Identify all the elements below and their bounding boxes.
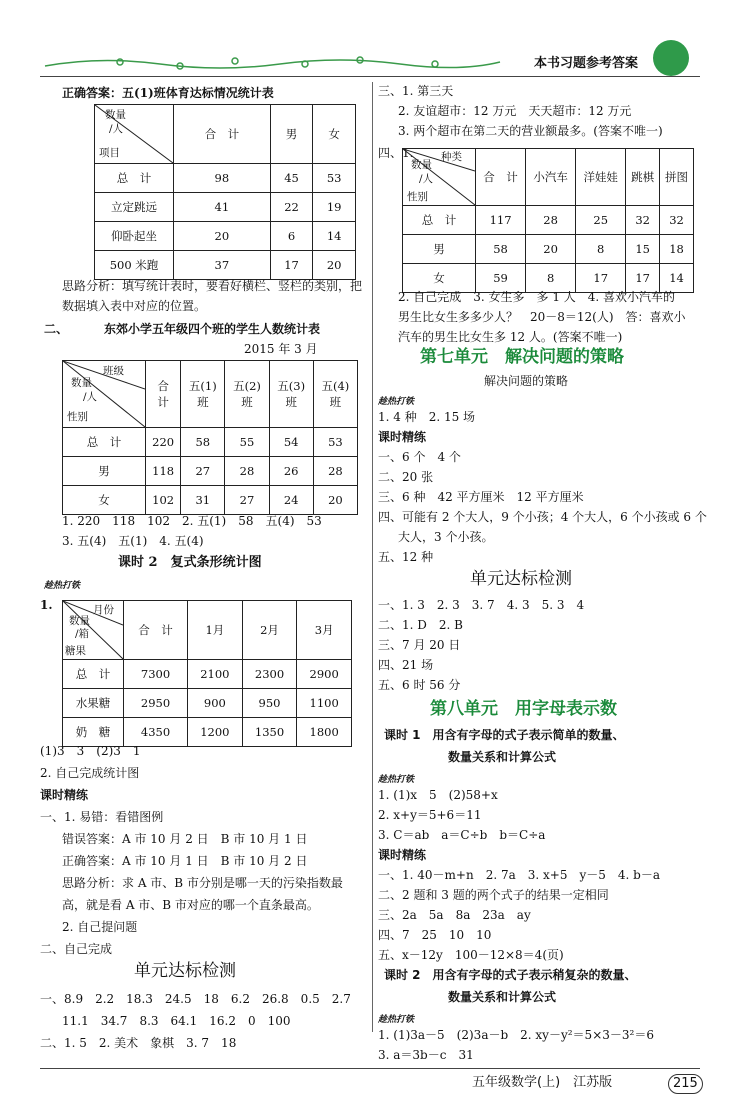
answer-line: 二、1. 5 2. 美术 象棋 3. 7 18 [40, 1036, 237, 1050]
diag-cell: 月份 数量 /箱 糖果 [63, 601, 124, 660]
practice-label: 课时精练 [40, 788, 89, 802]
section-number: 二、 [44, 322, 69, 336]
table-row: 女 102 31 27 24 20 [63, 486, 358, 515]
answer-line: 11.1 34.7 8.3 64.1 16.2 0 100 [62, 1014, 291, 1028]
answer-line: 一、8.9 2.2 18.3 24.5 18 6.2 26.8 0.5 2.7 [40, 992, 351, 1006]
unit8-heading: 第八单元 用字母表示数 [430, 699, 617, 719]
table-date: 2015 年 3 月 [244, 342, 318, 356]
correct-label: 正确答案： [62, 86, 123, 100]
answer-line: 二、自己完成 [40, 942, 113, 956]
col-header: 五(2) 班 [225, 361, 269, 428]
table-row: 总 计 98 45 53 [95, 164, 356, 193]
col-header: 合 计 [146, 361, 181, 428]
table-row: 总 计 117 28 25 32 32 [403, 206, 694, 235]
answer-line: 汽车的男生比女生多 12 人。(答案不唯一) [398, 330, 623, 344]
lesson-title: 数量关系和计算公式 [448, 750, 557, 764]
lesson-title: 数量关系和计算公式 [448, 990, 557, 1004]
table-row: 水果糖 2950 900 950 1100 [63, 689, 352, 718]
answer-line: 一、6 个 4 个 [378, 450, 461, 464]
answer-line: 高，就是看 A 市、B 市对应的哪一个直条最高。 [62, 898, 319, 912]
answer-line: 男生比女生多多少人？ 20－8＝12(人) 答：喜欢小 [398, 310, 686, 324]
answer-line: 1. 4 种 2. 15 场 [378, 410, 476, 424]
diag-cell: 数量 /人 项目 [95, 105, 174, 164]
header-rule [40, 76, 700, 77]
logo-icon [653, 40, 689, 76]
answer-line: 3. 五(4) 五(1) 4. 五(4) [62, 534, 204, 548]
warmup-label: 趁热打铁 [378, 397, 415, 407]
col-header: 小汽车 [526, 149, 576, 206]
answer-line: 二、20 张 [378, 470, 434, 484]
col-header: 合 计 [124, 601, 188, 660]
col-header: 跳棋 [626, 149, 660, 206]
answer-line: 三、1. 第三天 [378, 84, 454, 98]
answer-line: 三、6 种 42 平方厘米 12 平方厘米 [378, 490, 584, 504]
table-classes [62, 360, 358, 515]
answer-line: 一、1. 易错：看错图例 [40, 810, 164, 824]
table-row: 仰卧起坐 20 6 14 [95, 222, 356, 251]
answer-line: 五、12 种 [378, 550, 434, 564]
practice-label: 课时精练 [378, 848, 427, 862]
answer-line: 2. 友谊超市：12 万元 天天超市：12 万元 [398, 104, 632, 118]
diag-cell: 种类 数量 /人 性别 [403, 149, 476, 206]
answer-line: 2. 自己完成 3. 女生多 多 1 人 4. 喜欢小汽车的 [398, 290, 676, 304]
col-header: 五(1) 班 [181, 361, 225, 428]
answer-line: 错误答案：A 市 10 月 2 日 B 市 10 月 1 日 [62, 832, 308, 846]
answer-line: 三、2a 5a 8a 23a ay [378, 908, 531, 922]
answer-line: 2. 自己完成统计图 [40, 766, 140, 780]
answer-line: 三、7 月 20 日 [378, 638, 461, 652]
answer-line: 1. (1)3a－5 (2)3a－b 2. xy－y²＝5×3－3²＝6 [378, 1028, 654, 1042]
answer-line: 大人，3 个小孩。 [398, 530, 494, 544]
header-deco [40, 52, 505, 72]
col-header: 1月 [188, 601, 243, 660]
col-header: 合 计 [174, 105, 271, 164]
answer-line: 四、7 25 10 10 [378, 928, 492, 942]
unit-test-heading: 单元达标检测 [134, 961, 236, 981]
answer-line: 2. 自己提问题 [62, 920, 138, 934]
lesson-title: 课时 2 复式条形统计图 [118, 555, 262, 570]
correct-answer-line [62, 84, 274, 102]
warmup-label: 趁热打铁 [44, 581, 81, 591]
answer-line: 五、6 时 56 分 [378, 678, 461, 692]
footer-text: 五年级数学(上) 江苏版 [472, 1075, 613, 1090]
lesson-title: 课时 1 用含有字母的式子表示简单的数量、 [384, 728, 625, 742]
table-row: 500 米跑 37 17 20 [95, 251, 356, 280]
col-header: 女 [313, 105, 356, 164]
answer-line: 二、1. D 2. B [378, 618, 463, 632]
col-header: 2月 [242, 601, 297, 660]
answer-line: 3. 两个超市在第二天的营业额最多。(答案不唯一) [398, 124, 663, 138]
correct-text: 五(1)班体育达标情况统计表 [122, 86, 274, 100]
table-row: 总 计 220 58 55 54 53 [63, 428, 358, 457]
practice-label: 课时精练 [378, 430, 427, 444]
answer-line: 四、可能有 2 个大人，9 个小孩；4 个大人，6 个小孩或 6 个 [378, 510, 707, 524]
table-row: 立定跳远 41 22 19 [95, 193, 356, 222]
answer-line: 四、1. [378, 146, 414, 160]
table-row: 奶 糖 4350 1200 1350 1800 [63, 718, 352, 747]
warmup-label: 趁热打铁 [378, 1015, 415, 1025]
col-header: 拼图 [660, 149, 694, 206]
answer-line: 正确答案：A 市 10 月 1 日 B 市 10 月 2 日 [62, 854, 308, 868]
warmup-label: 趁热打铁 [378, 775, 415, 785]
answer-line: 3. a＝3b－c 31 [378, 1048, 474, 1062]
col-header: 五(3) 班 [269, 361, 313, 428]
analysis-line: 数据填入表中对应的位置。 [62, 299, 207, 313]
table-title: 东郊小学五年级四个班的学生人数统计表 [104, 322, 321, 336]
table-toys [402, 148, 694, 293]
page-number: 215 [668, 1074, 703, 1094]
answer-line: 1. (1)x 5 (2)58+x [378, 788, 498, 802]
header-title: 本书习题参考答案 [534, 56, 639, 71]
answer-line: 一、1. 40－m+n 2. 7a 3. x+5 y－5 4. b－a [378, 868, 660, 882]
lesson-title: 课时 2 用含有字母的式子表示稍复杂的数量、 [384, 968, 637, 982]
answer-line: (1)3 3 (2)3 1 [40, 744, 141, 758]
unit7-subheading: 解决问题的策略 [484, 374, 569, 388]
unit7-heading: 第七单元 解决问题的策略 [420, 347, 624, 367]
table-row: 总 计 7300 2100 2300 2900 [63, 660, 352, 689]
col-header: 3月 [297, 601, 352, 660]
answer-line: 二、2 题和 3 题的两个式子的结果一定相同 [378, 888, 609, 902]
table-row: 女 59 8 17 17 14 [403, 264, 694, 293]
answer-line: 思路分析：求 A 市、B 市分别是哪一天的污染指数最 [62, 876, 343, 890]
answer-line: 3. C＝ab a＝C÷b b＝C÷a [378, 828, 546, 842]
unit-test-heading: 单元达标检测 [470, 569, 572, 589]
table-row: 男 58 20 8 15 18 [403, 235, 694, 264]
diag-cell: 班级 数量 /人 性别 [63, 361, 146, 428]
answer-line: 2. x+y＝5+6＝11 [378, 808, 482, 822]
col-header: 五(4) 班 [313, 361, 357, 428]
col-header: 洋娃娃 [576, 149, 626, 206]
question-number: 1. [40, 598, 53, 612]
table-candy [62, 600, 352, 747]
answer-line: 四、21 场 [378, 658, 434, 672]
col-header: 合 计 [476, 149, 526, 206]
analysis-line: 思路分析：填写统计表时，要看好横栏、竖栏的类别，把 [62, 279, 363, 293]
col-header: 男 [270, 105, 313, 164]
answer-line: 1. 220 118 102 2. 五(1) 58 五(4) 53 [62, 514, 322, 528]
answer-line: 五、x－12y 100－12×8＝4(页) [378, 948, 564, 962]
column-divider [372, 82, 373, 1032]
table-row: 男 118 27 28 26 28 [63, 457, 358, 486]
footer-rule [40, 1068, 700, 1069]
table-sports [94, 104, 356, 280]
answer-line: 一、1. 3 2. 3 3. 7 4. 3 5. 3 4 [378, 598, 585, 612]
